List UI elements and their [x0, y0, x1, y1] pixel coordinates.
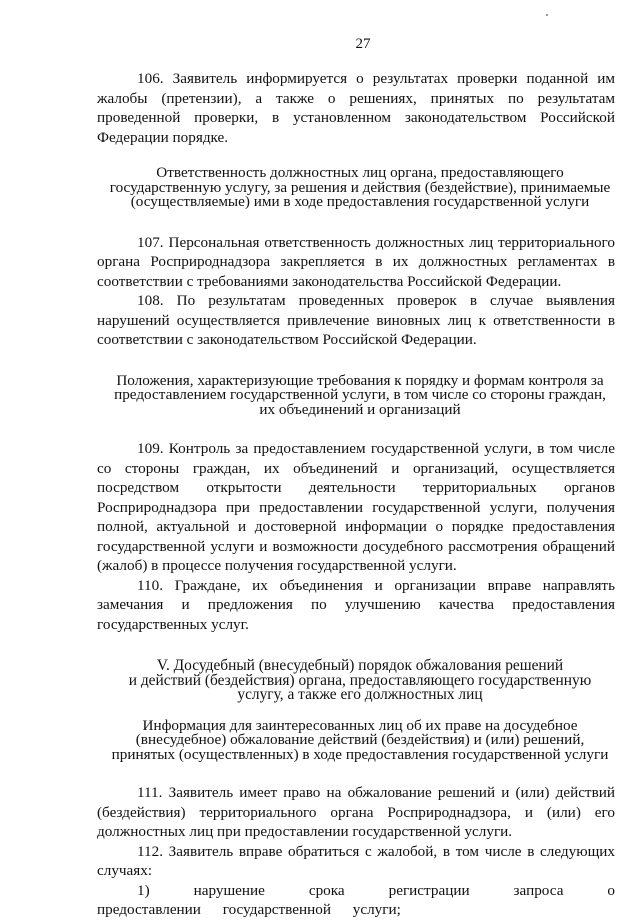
paragraph-110: 110. Граждане, их объединения и организации вправе направлять замечания и предложения по улучшению качества предоставления государственных услуг. — [97, 576, 615, 633]
heading-section-5-line-2: и действий (бездействия) органа, предоставляющего государственную — [128, 671, 592, 689]
heading-section-5 — [105, 659, 615, 703]
heading-information: Информация для заинтересованных лиц об их праве на досудебное (внесудебное) обжалование действий (бездействия) и (или) решений, принятых (осуществленных) в ходе предоставления государственной услуги — [111, 716, 609, 763]
paragraph-108: 108. По результатам проведенных проверок в случае выявления нарушений осуществляется привлечение виновных лиц к ответственности в соответствии с законодательством Российской Федерации. — [97, 292, 615, 348]
document-body — [97, 69, 615, 920]
list-item-1: 1) нарушение срока регистрации запроса о предоставлении государственной услуги; — [97, 881, 615, 918]
paragraph-106: 106. Заявитель информируется о результатах проверки поданной им жалобы (претензии), а также о решениях, принятых по результатам проведенной проверки, в установленном законодательством Российской Федерации порядке. — [97, 70, 615, 146]
heading-responsibility: Ответственность должностных лиц органа, предоставляющего государственную услугу, за решения и действия (бездействие), принимаемые (осуществляемые) ими в ходе предоставления государственной услуги — [109, 164, 611, 210]
heading-section-5-line-3: услугу, а также его должностных лиц — [237, 686, 483, 703]
paragraph-111: 111. Заявитель имеет право на обжалование решений и (или) действий (бездействия) территориального органа Росприроднадзора, и (или) его должностных лиц при предоставлении государственной услуги. — [97, 784, 615, 840]
page-number: 27 — [355, 36, 371, 52]
scan-speck — [546, 14, 548, 16]
heading-control: Положения, характеризующие требования к порядку и формам контроля за предоставлением государственной услуги, в том числе со стороны граждан, их объединений и организаций — [114, 371, 606, 418]
paragraph-107: 107. Персональная ответственность должностных лиц территориального органа Росприроднадзора закрепляется в их должностных регламентах в соответствии с требованиями законодательства Российской Федерации. — [97, 233, 615, 290]
paragraph-112: 112. Заявитель вправе обратиться с жалобой, в том числе в следующих случаях: — [97, 842, 615, 879]
paragraph-109: 109. Контроль за предоставлением государственной услуги, в том числе со стороны граждан, их объединений и организаций, осуществляется посредством открытости деятельности территориальных органов Росприроднадзора при предоставлении государственной услуги, получения полной, актуальной и достоверной информации о порядке предоставления государственной услуги и возможности досудебного рассмотрения обращений (жалоб) в процессе получения государственной услуги. — [97, 440, 615, 574]
heading-section-5-line-1: V. Досудебный (внесудебный) порядок обжалования решений — [156, 657, 564, 674]
